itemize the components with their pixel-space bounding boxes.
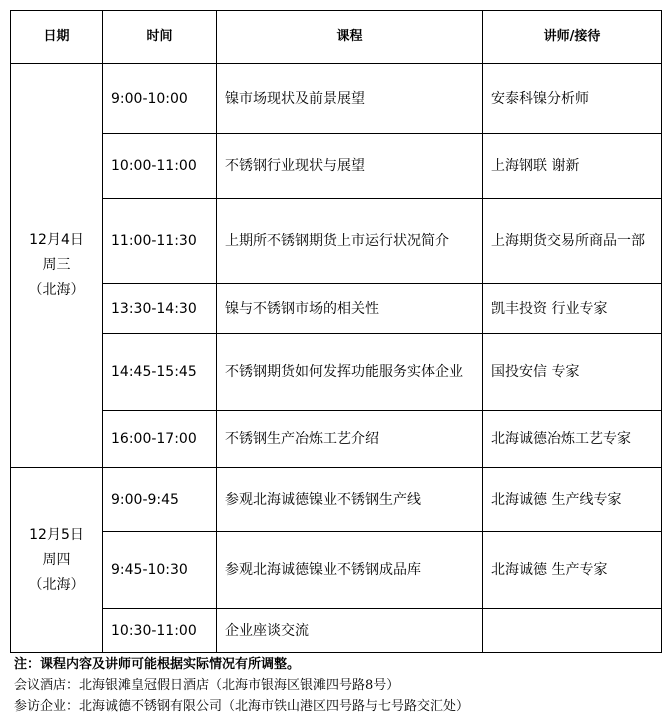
note-adjustment: 注：课程内容及讲师可能根据实际情况有所调整。 xyxy=(14,657,301,672)
speaker-cell: 北海诚德冶炼工艺专家 xyxy=(483,411,662,468)
header-date: 日期 xyxy=(11,11,103,64)
notes xyxy=(14,654,469,717)
course-cell: 不锈钢期货如何发挥功能服务实体企业 xyxy=(217,334,483,411)
course-cell: 上期所不锈钢期货上市运行状况简介 xyxy=(217,199,483,284)
schedule-table xyxy=(10,10,662,653)
course-cell: 参观北海诚德镍业不锈钢生产线 xyxy=(217,468,483,532)
header-row xyxy=(11,11,662,64)
table-row xyxy=(11,411,662,468)
table-row xyxy=(11,64,662,134)
speaker-cell: 上海钢联 谢新 xyxy=(483,134,662,199)
date-cell xyxy=(11,64,103,468)
speaker-cell: 凯丰投资 行业专家 xyxy=(483,284,662,334)
time-cell: 16:00-17:00 xyxy=(103,411,217,468)
note-visit: 参访企业：北海诚德不锈钢有限公司（北海市铁山港区四号路与七号路交汇处） xyxy=(14,699,470,714)
table-row xyxy=(11,334,662,411)
time-cell: 9:00-9:45 xyxy=(103,468,217,532)
date-line: 周四 xyxy=(42,551,71,568)
table-row xyxy=(11,199,662,284)
course-cell: 不锈钢生产冶炼工艺介绍 xyxy=(217,411,483,468)
table-row xyxy=(11,284,662,334)
speaker-cell xyxy=(483,609,662,653)
date-line: （北海） xyxy=(28,282,85,298)
course-cell: 不锈钢行业现状与展望 xyxy=(217,134,483,199)
time-cell: 11:00-11:30 xyxy=(103,199,217,284)
header-time: 时间 xyxy=(103,11,217,64)
table-row xyxy=(11,532,662,609)
speaker-cell: 北海诚德 生产线专家 xyxy=(483,468,662,532)
date-line: 12月4日 xyxy=(29,232,84,248)
speaker-cell: 国投安信 专家 xyxy=(483,334,662,411)
table-row xyxy=(11,609,662,653)
header-course: 课程 xyxy=(217,11,483,64)
time-cell: 9:00-10:00 xyxy=(103,64,217,134)
time-cell: 10:00-11:00 xyxy=(103,134,217,199)
time-cell: 13:30-14:30 xyxy=(103,284,217,334)
time-cell: 9:45-10:30 xyxy=(103,532,217,609)
table-row xyxy=(11,134,662,199)
time-cell: 10:30-11:00 xyxy=(103,609,217,653)
table-row xyxy=(11,468,662,532)
course-cell: 镍市场现状及前景展望 xyxy=(217,64,483,134)
note-hotel: 会议酒店：北海银滩皇冠假日酒店（北海市银海区银滩四号路8号） xyxy=(14,678,400,693)
date-line: 12月5日 xyxy=(29,526,84,543)
course-cell: 镍与不锈钢市场的相关性 xyxy=(217,284,483,334)
header-speaker: 讲师/接待 xyxy=(483,11,662,64)
course-cell: 参观北海诚德镍业不锈钢成品库 xyxy=(217,532,483,609)
speaker-cell: 安泰科镍分析师 xyxy=(483,64,662,134)
date-line: （北海） xyxy=(28,576,85,593)
date-line: 周三 xyxy=(42,257,71,273)
speaker-cell: 北海诚德 生产专家 xyxy=(483,532,662,609)
date-cell xyxy=(11,468,103,653)
time-cell: 14:45-15:45 xyxy=(103,334,217,411)
course-cell: 企业座谈交流 xyxy=(217,609,483,653)
speaker-cell: 上海期货交易所商品一部 xyxy=(483,199,662,284)
